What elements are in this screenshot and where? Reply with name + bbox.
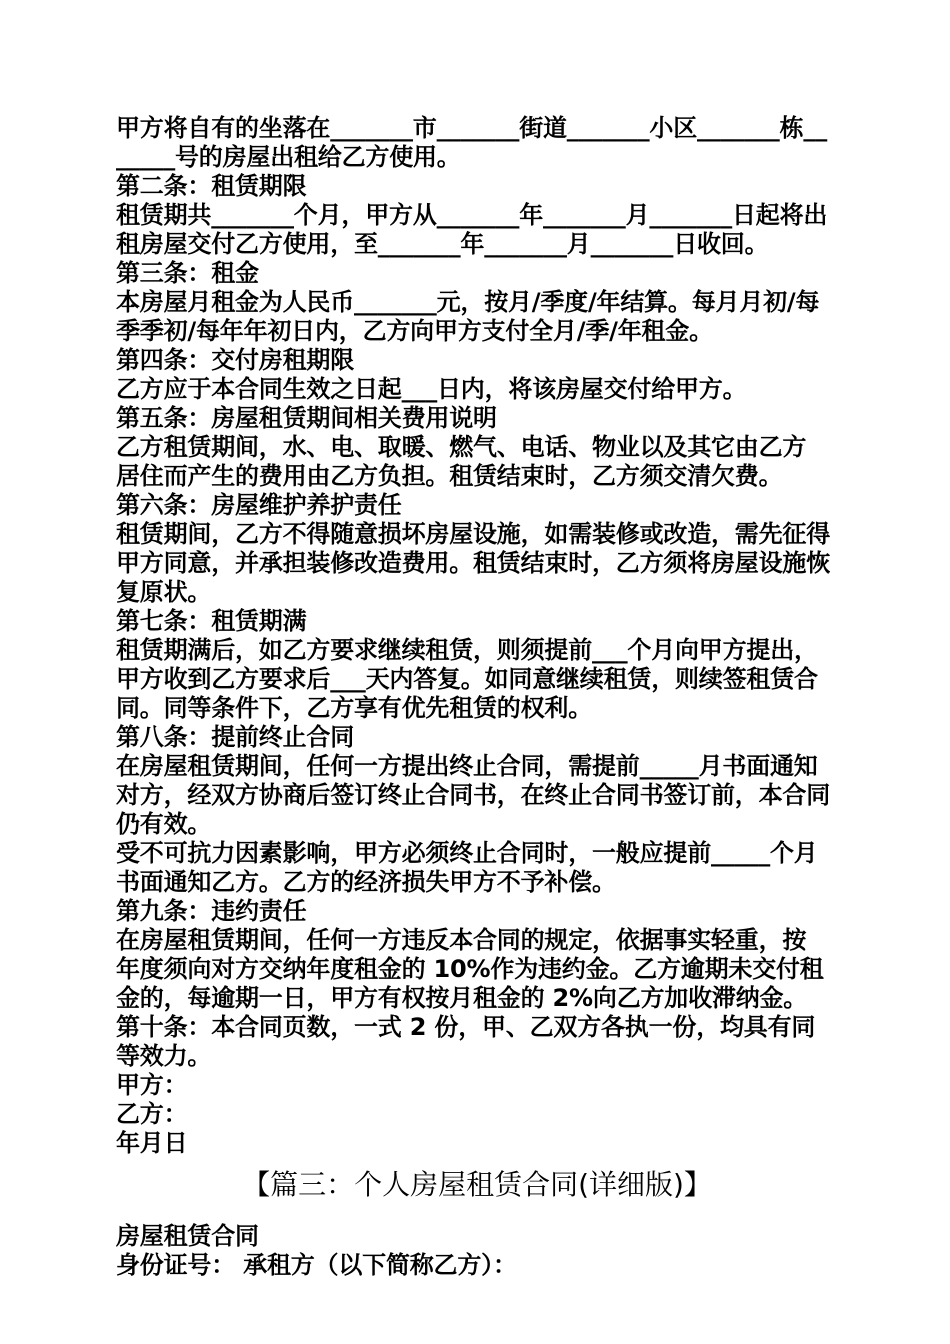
text-line: 仍有效。 [116,810,212,838]
text-line: 第十条：本合同页数，一式 2 份，甲、乙双方各执一份，均具有同 [116,1013,816,1041]
contract-clauses [116,114,838,1158]
text-line: 受不可抗力因素影响，甲方必须终止合同时，一般应提前_____个月 [116,839,818,867]
text-line: 第四条：交付房租期限 [116,346,354,374]
text-line: _____号的房屋出租给乙方使用。 [116,143,461,171]
text-line: 对方，经双方协商后签订终止合同书，在终止合同书签订前，本合同 [116,781,830,809]
text-line: 甲方同意，并承担装修改造费用。租赁结束时，乙方须将房屋设施恢 [116,549,830,577]
text-line: 乙方： [116,1100,188,1128]
contract-body [116,114,838,1280]
text-line: 书面通知乙方。乙方的经济损失甲方不予补偿。 [116,868,616,896]
text-line: 第七条：租赁期满 [116,607,307,635]
text-line: 等效力。 [116,1042,212,1070]
text-line: 同。同等条件下，乙方享有优先租赁的权利。 [116,694,592,722]
text-line: 季季初/每年年初日内，乙方向甲方支付全月/季/年租金。 [116,317,713,345]
next-contract-header [116,1222,838,1280]
text-line: 年度须向对方交纳年度租金的 10%作为违约金。乙方逾期未交付租 [116,955,824,983]
text-line: 第三条：租金 [116,259,259,287]
section-title: 【篇三：个人房屋租赁合同(详细版)】 [242,1168,712,1201]
text-line: 在房屋租赁期间，任何一方违反本合同的规定，依据事实轻重，按 [116,926,807,954]
text-line: 租房屋交付乙方使用，至_______年_______月_______日收回。 [116,230,769,258]
text-line: 甲方将自有的坐落在_______市_______街道_______小区_______栋__ [116,114,827,142]
text-line: 甲方： [116,1071,188,1099]
text-line: 身份证号： 承租方（以下简称乙方）： [116,1251,517,1279]
text-line: 房屋租赁合同 [116,1222,259,1250]
text-line: 第五条：房屋租赁期间相关费用说明 [116,404,497,432]
text-line: 金的，每逾期一日，甲方有权按月租金的 2%向乙方加收滞纳金。 [116,984,808,1012]
text-line: 年月日 [116,1129,188,1157]
text-line: 乙方租赁期间，水、电、取暖、燃气、电话、物业以及其它由乙方 [116,433,807,461]
text-line: 租赁期共_______个月，甲方从_______年_______月_______日起将出 [116,201,828,229]
text-line: 本房屋月租金为人民币_______元，按月/季度/年结算。每月月初/每 [116,288,820,316]
text-line: 租赁期满后，如乙方要求继续租赁，则须提前___个月向甲方提出， [116,636,818,664]
text-line: 复原状。 [116,578,212,606]
text-line: 乙方应于本合同生效之日起___日内，将该房屋交付给甲方。 [116,375,747,403]
text-line: 甲方收到乙方要求后___天内答复。如同意继续租赁，则续签租赁合 [116,665,818,693]
text-line: 第九条：违约责任 [116,897,307,925]
text-line: 第八条：提前终止合同 [116,723,354,751]
text-line: 在房屋租赁期间，任何一方提出终止合同，需提前_____月书面通知 [116,752,818,780]
text-line: 居住而产生的费用由乙方负担。租赁结束时，乙方须交清欠费。 [116,462,783,490]
text-line: 第二条：租赁期限 [116,172,307,200]
text-line: 租赁期间，乙方不得随意损坏房屋设施，如需装修或改造，需先征得 [116,520,830,548]
text-line: 第六条：房屋维护养护责任 [116,491,402,519]
